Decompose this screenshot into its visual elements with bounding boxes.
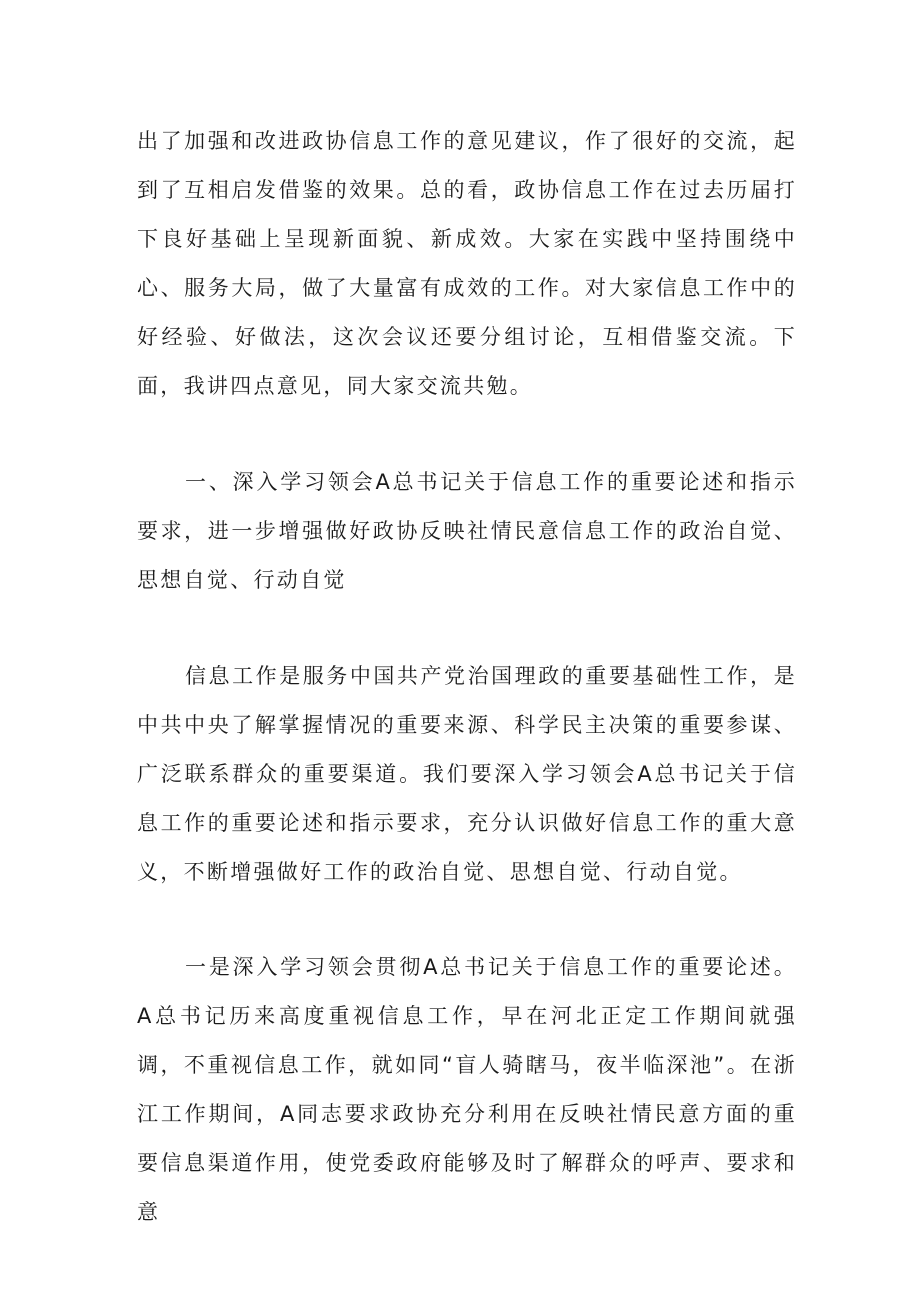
body-paragraph: 信息工作是服务中国共产党治国理政的重要基础性工作，是中共中央了解掌握情况的重要来源、科学民主决策的重要参谋、广泛联系群众的重要渠道。我们要深入学习领会A总书记关于信息工作的重要论述和指示要求，充分认识做好信息工作的重大意义，不断增强做好工作的政治自觉、思想自觉、行动自觉。 <box>137 664 797 884</box>
section-heading: 一、深入学习领会A总书记关于信息工作的重要论述和指示要求，进一步增强做好政协反映社情民意信息工作的政治自觉、思想自觉、行动自觉 <box>137 470 797 592</box>
body-paragraph: 出了加强和改进政协信息工作的意见建议，作了很好的交流，起到了互相启发借鉴的效果。总的看，政协信息工作在过去历届打下良好基础上呈现新面貌、新成效。大家在实践中坚持围绕中心、服务大局，做了大量富有成效的工作。对大家信息工作中的好经验、好做法，这次会议还要分组讨论，互相借鉴交流。下面，我讲四点意见，同大家交流共勉。 <box>137 129 797 398</box>
body-paragraph: 一是深入学习领会贯彻A总书记关于信息工作的重要论述。A总书记历来高度重视信息工作，早在河北正定工作期间就强调，不重视信息工作，就如同“盲人骑瞎马，夜半临深池”。在浙江工作期间，A同志要求政协充分利用在反映社情民意方面的重要信息渠道作用，使党委政府能够及时了解群众的呼声、要求和意 <box>137 955 797 1224</box>
